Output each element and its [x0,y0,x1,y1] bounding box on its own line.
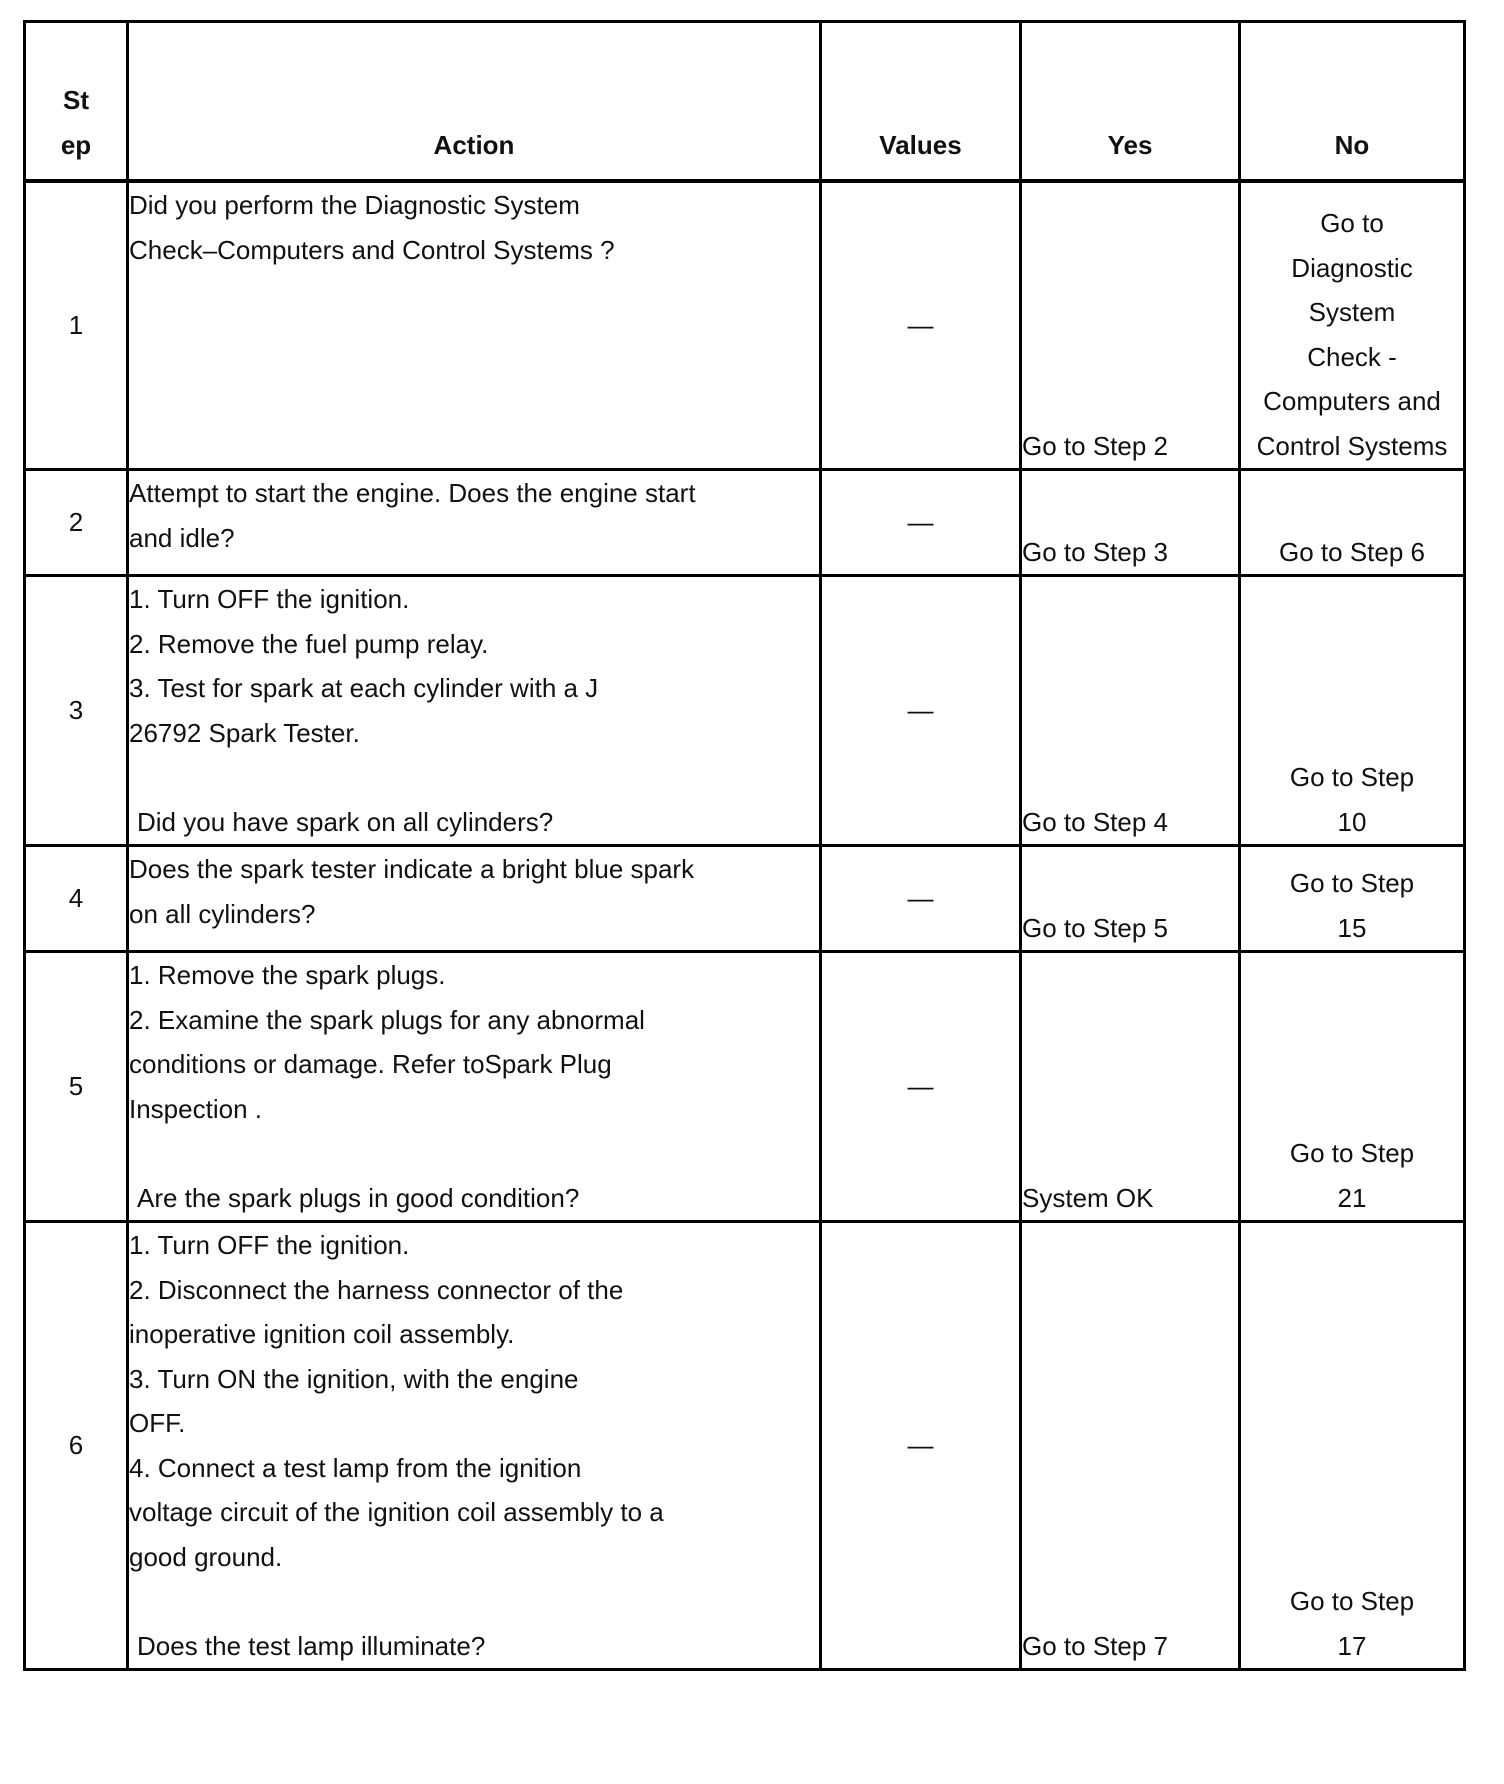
action-line: Attempt to start the engine. Does the engine start [129,478,696,508]
action-question: Did you have spark on all cylinders? [137,806,554,837]
action-cell [128,952,821,1222]
no-cell [1240,576,1465,846]
yes-cell: Go to Step 5 [1021,846,1240,952]
action-line: Does the spark tester indicate a bright blue spark [129,854,695,884]
action-question: Does the test lamp illuminate? [137,1630,486,1661]
no-line: 21 [1337,1182,1367,1213]
yes-cell: Go to Step 3 [1021,470,1240,576]
no-line: Diagnostic [1291,252,1413,283]
table-row [25,952,1465,1222]
table-row [25,1222,1465,1670]
values-cell: — [821,576,1021,846]
action-line: 4. Connect a test lamp from the ignition [129,1452,582,1483]
yes-cell: Go to Step 7 [1021,1222,1240,1670]
no-cell [1240,846,1465,952]
step-number: 4 [25,846,128,952]
action-line: conditions or damage. Refer toSpark Plug [129,1049,612,1079]
no-line: Go to Step [1289,1586,1415,1616]
header-row [25,22,1465,182]
no-line: Control Systems [1256,430,1448,461]
action-line: Did you perform the Diagnostic System [129,190,580,220]
action-line: inoperative ignition coil assembly. [129,1319,515,1349]
step-number: 3 [25,576,128,846]
table-row [25,576,1465,846]
action-line: and idle? [129,522,235,553]
action-cell [128,576,821,846]
action-line: Check–Computers and Control Systems ? [129,234,615,265]
no-line: 17 [1337,1630,1367,1661]
action-line: good ground. [129,1541,283,1572]
action-line: Inspection . [129,1093,262,1124]
action-cell [128,1222,821,1670]
step-number: 2 [25,470,128,576]
action-cell [128,846,821,952]
header-values: Values [821,22,1021,182]
values-cell: — [821,1222,1021,1670]
no-line: Go to Step [1289,762,1415,792]
action-cell [128,470,821,576]
values-cell: — [821,846,1021,952]
no-line: Go to [1320,208,1384,238]
action-cell [128,181,821,470]
no-line: Go to Step 6 [1279,536,1425,567]
no-line: Go to Step [1289,868,1415,898]
yes-cell: Go to Step 4 [1021,576,1240,846]
action-line: 1. Turn OFF the ignition. [129,1230,410,1260]
values-cell: — [821,181,1021,470]
values-cell: — [821,952,1021,1222]
step-number: 5 [25,952,128,1222]
yes-cell: Go to Step 2 [1021,181,1240,470]
no-cell [1240,1222,1465,1670]
table-row [25,181,1465,470]
header-step: St ep [25,22,128,182]
table-row [25,470,1465,576]
action-line: voltage circuit of the ignition coil assembly to a [129,1497,664,1527]
action-line: 1. Turn OFF the ignition. [129,584,410,614]
action-line: OFF. [129,1408,186,1438]
no-cell [1240,181,1465,470]
action-line: on all cylinders? [129,898,316,929]
action-line: 2. Disconnect the harness connector of the [129,1274,624,1305]
action-line: 26792 Spark Tester. [129,717,360,748]
yes-cell: System OK [1021,952,1240,1222]
action-line: 1. Remove the spark plugs. [129,960,446,990]
action-line: 3. Test for spark at each cylinder with a J [129,673,599,703]
no-line: Go to Step [1289,1138,1415,1168]
action-question: Are the spark plugs in good condition? [137,1182,580,1213]
no-cell [1240,470,1465,576]
step-number: 1 [25,181,128,470]
action-line: 2. Examine the spark plugs for any abnormal [129,1004,645,1035]
values-cell: — [821,470,1021,576]
header-no: No [1240,22,1465,182]
action-line: 2. Remove the fuel pump relay. [129,628,489,659]
header-yes: Yes [1021,22,1240,182]
table-row [25,846,1465,952]
no-line: Check - [1307,341,1397,372]
diagnostic-table [23,20,1466,1671]
no-cell [1240,952,1465,1222]
step-number: 6 [25,1222,128,1670]
no-line: 10 [1337,806,1367,837]
no-line: System [1308,297,1396,327]
header-action: Action [128,22,821,182]
no-line: Computers and [1263,386,1441,416]
action-line: 3. Turn ON the ignition, with the engine [129,1363,579,1394]
no-line: 15 [1337,912,1367,943]
